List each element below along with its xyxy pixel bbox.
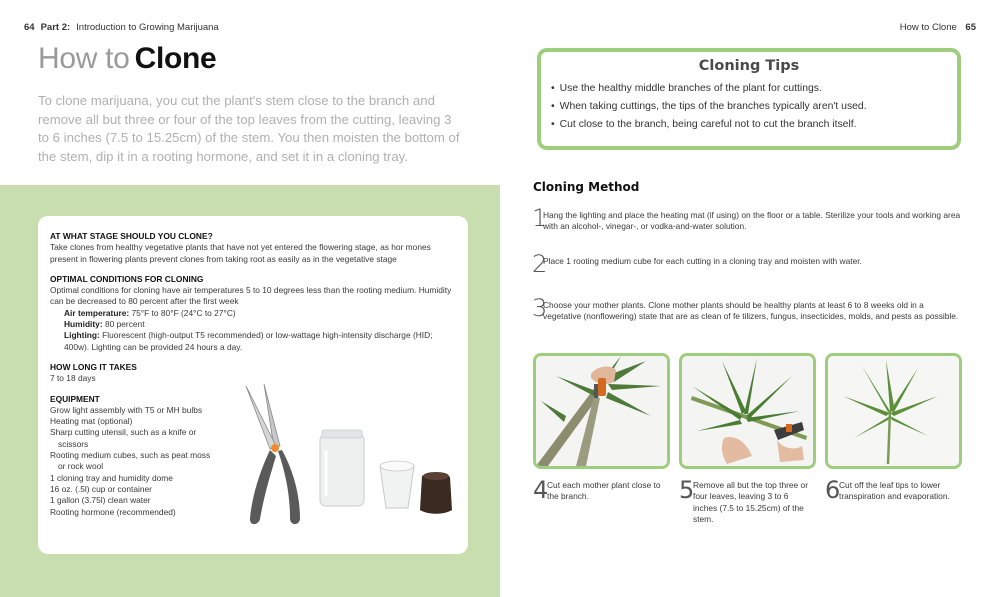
caption-4: [533, 476, 668, 504]
caption-text: Cut off the leaf tips to lower transpiration and evaporation.: [839, 480, 950, 502]
equipment-item: 1 gallon (3.75l) clean water: [50, 495, 151, 506]
jar-icon: [320, 430, 364, 506]
part-label: Part 2:: [40, 22, 71, 33]
step-1: [532, 204, 962, 233]
tip-item: • Cut close to the branch, being careful not to cut the branch itself.: [551, 116, 951, 134]
equipment-item: Rooting medium cubes, such as peat moss or rock wool: [50, 450, 211, 472]
title-light: How to: [38, 42, 130, 75]
equipment-item: 16 oz. (.5l) cup or container: [50, 483, 152, 494]
cloning-tips-box: [537, 48, 961, 150]
air-temperature-row: [50, 308, 455, 319]
equipment-item: Heating mat (optional): [50, 416, 133, 427]
time-heading: HOW LONG IT TAKES: [50, 361, 137, 372]
tip-item: • Use the healthy middle branches of the plant for cuttings.: [551, 80, 951, 98]
time-text: 7 to 18 days: [50, 373, 96, 384]
intro-paragraph: To clone marijuana, you cut the plant's stem close to the branch and remove all but three or four of the top leaves from the cutting, leaving 3 to 6 inches (7.5 to 15.25cm) of the stem. You then moisten the bottom of the stem, dip it in a rooting hormone, and set it in a cloning tray.: [38, 93, 460, 164]
equipment-illustration: [238, 376, 458, 536]
right-running-head: [900, 22, 976, 33]
caption-5: [679, 476, 814, 525]
equipment-item: Rooting hormone (recommended): [50, 506, 176, 517]
air-label: Air temperature:: [64, 307, 130, 318]
step-text: Place 1 rooting medium cube for each cutting in a cloning tray and moisten with water.: [543, 256, 862, 266]
right-page-number: 65: [965, 22, 976, 33]
equipment-item: Grow light assembly with T5 or MH bulbs: [50, 404, 203, 415]
tips-title: Cloning Tips: [698, 58, 800, 74]
rock-wool-cube-icon: [420, 472, 452, 514]
caption-text: Remove all but the top three or four leaves, leaving 3 to 6 inches (7.5 to 15.25cm) of the stem.: [693, 480, 808, 524]
method-title: Cloning Method: [533, 180, 640, 194]
humidity-label: Humidity:: [64, 319, 103, 330]
lighting-value: Fluorescent (high-output T5 recommended) or low-wattage high-intensity discharge (HID; 400w). Lighting can be provided 24 hours a day.: [64, 330, 433, 352]
running-title: How to Clone: [899, 22, 957, 33]
lighting-label: Lighting:: [64, 330, 100, 341]
caption-number: 6: [825, 476, 841, 504]
stage-heading: AT WHAT STAGE SHOULD YOU CLONE?: [50, 231, 213, 241]
equipment-item: Sharp cutting utensil, such as a knife or scissors: [50, 427, 197, 449]
step-text: Hang the lighting and place the heating mat (if using) on the floor or a table. Sterilize your tools and working area with an alcohol-, vinegar-, or vodka-and-water solution.: [543, 210, 961, 232]
tips-list: [551, 80, 951, 135]
caption-6: [825, 476, 960, 504]
left-page-number: 64: [24, 22, 35, 33]
step-2: [532, 250, 962, 278]
step-number: 1: [532, 204, 548, 232]
step-number: 3: [532, 294, 548, 322]
conditions-heading: OPTIMAL CONDITIONS FOR CLONING: [50, 273, 204, 284]
humidity-value: 80 percent: [102, 319, 145, 330]
step-number: 2: [532, 250, 548, 278]
caption-number: 4: [533, 476, 549, 504]
caption-number: 5: [679, 476, 695, 504]
photo-trimmed-cutting: [825, 353, 962, 469]
info-box: [38, 216, 468, 554]
title-bold: Clone: [134, 42, 217, 75]
step-text: Choose your mother plants. Clone mother plants should be healthy plants at least 6 to 8 weeks old in a vegetative (nonflowering) state that are as clean of fe tilizers, fungus, insecticides, molds, and pests as possible.: [543, 300, 959, 322]
tip-item: • When taking cuttings, the tips of the branches typically aren't used.: [551, 98, 951, 116]
stage-text: Take clones from healthy vegetative plants that have not yet entered the flowering stage, as hor mones present in flowering plants prevent clones from taking root as easily as in the vegetative stage: [50, 242, 431, 264]
page-title: [38, 42, 216, 76]
lighting-row: [50, 330, 455, 353]
equipment-item: 1 cloning tray and humidity dome: [50, 472, 173, 483]
right-page: [500, 0, 1000, 597]
air-value: 75°F to 80°F (24°C to 27°C): [129, 307, 236, 318]
photo-remove-leaves: [679, 353, 816, 469]
caption-text: Cut each mother plant close to the branch.: [547, 480, 661, 502]
conditions-text: Optimal conditions for cloning have air temperatures 5 to 10 degrees less than the rooting medium. Humidity can be decreased to 80 percent after the first week: [50, 285, 452, 307]
part-title: Introduction to Growing Marijuana: [76, 22, 219, 33]
humidity-row: [50, 319, 455, 330]
equipment-heading: EQUIPMENT: [50, 393, 100, 404]
step-3: [532, 294, 962, 323]
photo-cut-branch: [533, 353, 670, 469]
left-running-head: [24, 22, 219, 33]
shears-icon: [246, 384, 300, 524]
cup-icon: [380, 461, 414, 508]
equipment-list: [50, 405, 215, 518]
